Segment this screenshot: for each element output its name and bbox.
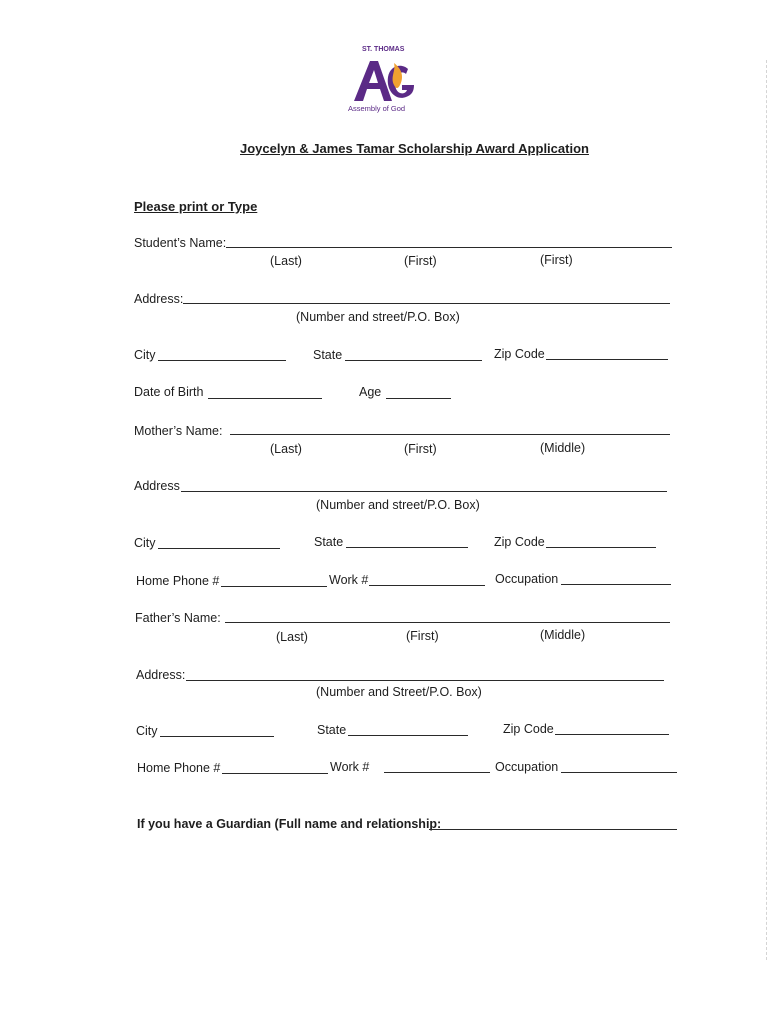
mother-occupation-field[interactable]: [561, 584, 671, 585]
father-occupation-field[interactable]: [561, 772, 677, 773]
father-work-field[interactable]: [384, 772, 490, 773]
form-title: Joycelyn & James Tamar Scholarship Award Application: [240, 141, 589, 156]
mother-state-label: State: [314, 535, 344, 549]
father-name-sub-last: (Last): [276, 630, 308, 644]
father-home-phone-field[interactable]: [222, 773, 328, 774]
mother-work-field[interactable]: [369, 585, 485, 586]
father-zip-field[interactable]: [555, 734, 669, 735]
instruction: Please print or Type: [134, 199, 258, 214]
father-city-field[interactable]: [160, 736, 274, 737]
student-city-label: City: [134, 348, 156, 362]
age-field[interactable]: [386, 398, 451, 399]
guardian-field[interactable]: [429, 829, 677, 830]
mother-name-sub-first: (First): [404, 442, 437, 456]
father-home-phone-label: Home Phone #: [137, 761, 221, 775]
mother-home-phone-label: Home Phone #: [136, 574, 220, 588]
age-label: Age: [359, 385, 382, 399]
student-zip-field[interactable]: [546, 359, 668, 360]
father-work-label: Work #: [330, 760, 370, 774]
father-address-field[interactable]: [186, 680, 664, 681]
mother-name-label: Mother’s Name:: [134, 424, 223, 438]
father-address-sub: (Number and Street/P.O. Box): [316, 685, 482, 699]
student-address-sub: (Number and street/P.O. Box): [296, 310, 460, 324]
student-address-field[interactable]: [183, 303, 670, 304]
father-name-label: Father’s Name:: [135, 611, 221, 625]
father-state-field[interactable]: [348, 735, 468, 736]
student-name-sub-first: (First): [404, 254, 437, 268]
father-occupation-label: Occupation: [495, 760, 559, 774]
mother-address-label: Address: [134, 479, 180, 493]
father-name-sub-middle: (Middle): [540, 628, 586, 642]
mother-address-sub: (Number and street/P.O. Box): [316, 498, 480, 512]
mother-city-field[interactable]: [158, 548, 280, 549]
father-address-label: Address:: [136, 668, 186, 682]
dob-field[interactable]: [208, 398, 322, 399]
mother-name-sub-last: (Last): [270, 442, 302, 456]
student-name-field[interactable]: [226, 247, 672, 248]
logo-top-text: ST. THOMAS: [362, 46, 405, 53]
mother-city-label: City: [134, 536, 156, 550]
mother-home-phone-field[interactable]: [221, 586, 327, 587]
ag-monogram-icon: [350, 55, 420, 103]
mother-name-field[interactable]: [230, 434, 670, 435]
father-name-sub-first: (First): [406, 629, 439, 643]
father-city-label: City: [136, 724, 158, 738]
student-zip-label: Zip Code: [494, 347, 545, 361]
student-address-label: Address:: [134, 292, 184, 306]
student-state-label: State: [313, 348, 343, 362]
mother-name-sub-middle: (Middle): [540, 441, 586, 455]
student-name-sub-last: (Last): [270, 254, 302, 268]
father-zip-label: Zip Code: [503, 722, 554, 736]
student-city-field[interactable]: [158, 360, 286, 361]
father-state-label: State: [317, 723, 347, 737]
logo: [340, 46, 430, 114]
student-name-sub-first2: (First): [540, 253, 573, 267]
father-name-field[interactable]: [225, 622, 670, 623]
mother-zip-label: Zip Code: [494, 535, 545, 549]
mother-state-field[interactable]: [346, 547, 468, 548]
mother-occupation-label: Occupation: [495, 572, 559, 586]
student-name-label: Student’s Name:: [134, 236, 227, 250]
guardian-label: If you have a Guardian (Full name and relationship:: [137, 817, 442, 831]
mother-address-field[interactable]: [181, 491, 667, 492]
mother-zip-field[interactable]: [546, 547, 656, 548]
logo-bottom-text: Assembly of God: [348, 104, 406, 113]
scan-edge: [766, 60, 767, 960]
dob-label: Date of Birth: [134, 385, 204, 399]
student-state-field[interactable]: [345, 360, 482, 361]
mother-work-label: Work #: [329, 573, 369, 587]
